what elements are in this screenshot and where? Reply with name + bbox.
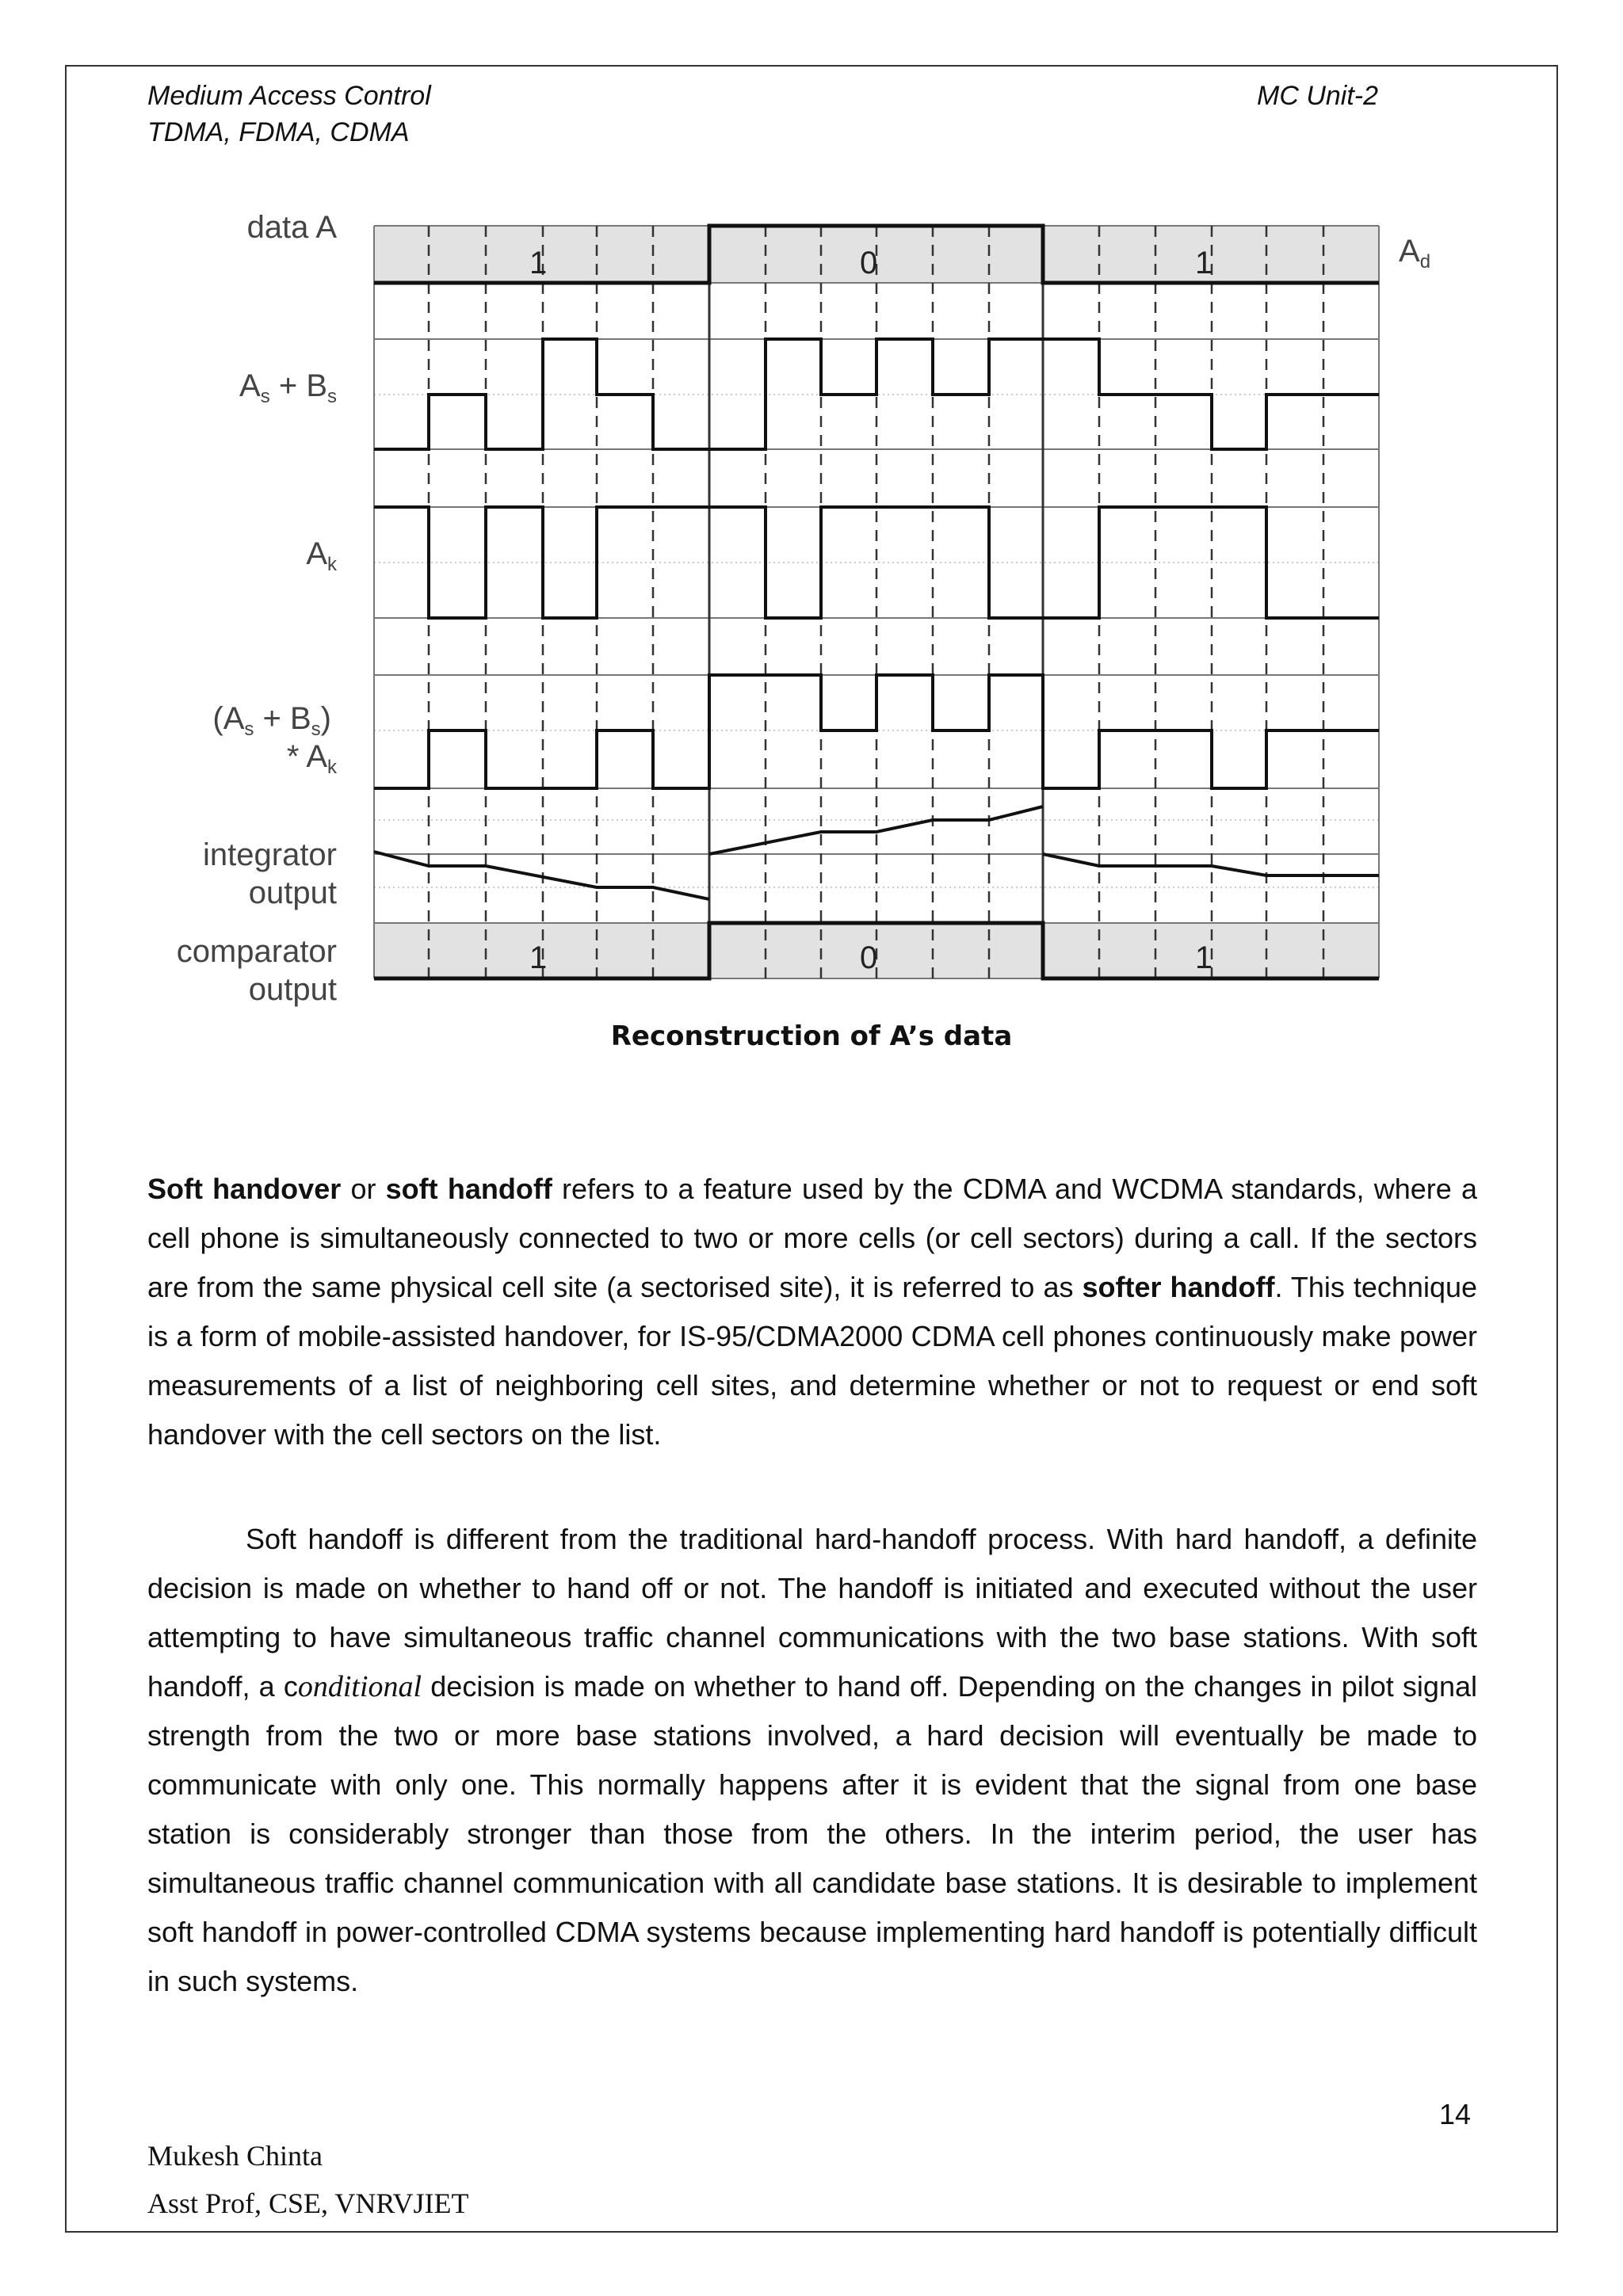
label-comparator-1: comparator (176, 934, 337, 969)
label-as-bs: $A_s + B_s$ (239, 368, 337, 407)
label-data-a: data A (246, 210, 337, 245)
header-unit: MC Unit-2 (1257, 81, 1379, 111)
ak-waveform (374, 507, 1379, 618)
header-subtitle: TDMA, FDMA, CDMA (147, 117, 410, 147)
label-integrator-2: output (248, 875, 337, 910)
data-bit-1: 1 (529, 246, 548, 280)
as-bs-waveform (374, 339, 1379, 449)
footer-author: Mukesh Chinta (147, 2140, 323, 2172)
label-product-1: $(A_s + B_s)$ (212, 701, 331, 740)
comparator-bit-1: 1 (529, 940, 548, 975)
signal-diagram (158, 198, 1458, 1054)
paragraph-soft-vs-hard: Soft handoff is different from the traditional hard-handoff process. With hard handoff, a definite decision is made on whether to hand off or not. The handoff is initiated and executed without the user attempting to have simultaneous traffic channel communications with the two base stations. With soft handoff, a conditional decision is made on whether to hand off. Depending on the changes in pilot signal strength from the two or more base stations involved, a hard decision will eventually be made to communicate with only one. This normally happens after it is evident that the signal from one base station is considerably stronger than those from the others. In the interim period, the user has simultaneous traffic channel communication with all candidate base stations. It is desirable to implement soft handoff in power-controlled CDMA systems because implementing hard handoff is potentially difficult in such systems. (147, 1523, 1477, 1997)
comparator-bit-2: 0 (860, 940, 878, 975)
label-integrator-1: integrator (203, 837, 337, 872)
figure-caption: Reconstruction of A’s data (610, 1020, 1013, 1052)
header-title: Medium Access Control (147, 81, 431, 111)
data-bit-2: 0 (860, 246, 878, 280)
label-ad: $A_d$ (1399, 234, 1431, 273)
cdma-reconstruction-figure (158, 198, 1458, 1054)
label-product-2: * $A_k$ (286, 739, 337, 778)
paragraph-soft-handover: Soft handover or soft handoff refers to a feature used by the CDMA and WCDMA standards, where a cell phone is simultaneously connected to two or more cells (or cell sectors) during a call. If the sectors are from the same physical cell site (a sectorised site), it is referred to as softer handoff. This technique is a form of mobile-assisted handover, for IS-95/CDMA2000 CDMA cell phones continuously make power measurements of a list of neighboring cell sites, and determine whether or not to request or end soft handover with the cell sectors on the list. (147, 1173, 1478, 1451)
footer-affiliation: Asst Prof, CSE, VNRVJIET (147, 2187, 469, 2219)
comparator-bit-3: 1 (1195, 940, 1213, 975)
label-ak: $A_k$ (306, 536, 337, 575)
product-waveform (374, 675, 1379, 788)
label-comparator-2: output (248, 972, 337, 1007)
data-bit-3: 1 (1195, 246, 1213, 280)
page-number: 14 (1438, 2098, 1471, 2130)
